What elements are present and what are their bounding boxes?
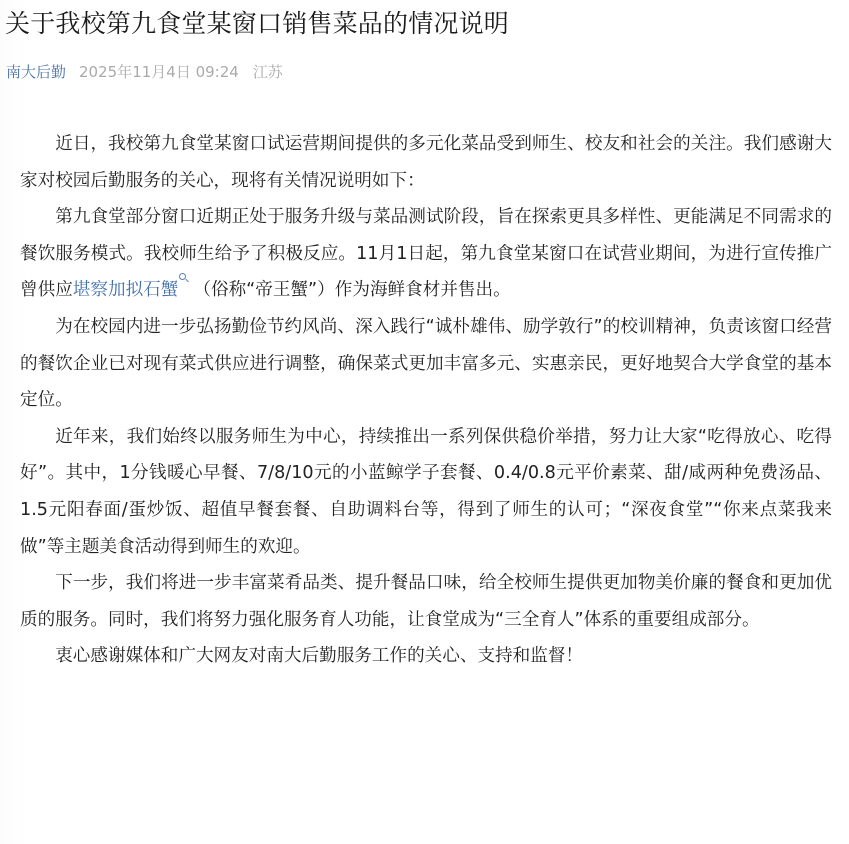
publish-location: 江苏: [252, 63, 283, 81]
paragraph: 下一步，我们将进一步丰富菜肴品类、提升餐品口味，给全校师生提供更加物美价廉的餐食和更加优质的服务。同时，我们将努力强化服务育人功能，让食堂成为“三全育人”体系的重要组成部分。: [20, 573, 832, 630]
search-icon[interactable]: [179, 273, 189, 283]
paragraph: 衷心感谢媒体和广大网友对南大后勤服务工作的关心、支持和监督！: [55, 646, 584, 667]
publish-datetime: 2025年11月4日 09:24: [79, 63, 239, 81]
paragraph: 近日，我校第九食堂某窗口试运营期间提供的多元化菜品受到师生、校友和社会的关注。我们感谢大家对校园后勤服务的关心，现将有关情况说明如下：: [20, 134, 832, 191]
paragraph-text: （俗称“帝王蟹”）作为海鲜食材并售出。: [193, 280, 511, 301]
paragraph: 近年来，我们始终以服务师生为中心，持续推出一系列保供稳价举措，努力让大家“吃得放心、吃得好”。其中，1分钱暖心早餐、7/8/10元的小蓝鲸学子套餐、0.4/0.8元平价素菜、甜/咸两种免费汤品、1.5元阳春面/蛋炒饭、超值早餐套餐、自助调料台等，得到了师生的认可；“深夜食堂”“你来点菜我来做”等主题美食活动得到师生的欢迎。: [20, 426, 832, 557]
article-meta: [6, 60, 283, 84]
author-link[interactable]: 南大后勤: [6, 63, 67, 81]
paragraph-with-link: [20, 199, 832, 309]
paragraph: 为在校园内进一步弘扬勤俭节约风尚、深入践行“诚朴雄伟、励学敦行”的校训精神，负责该窗口经营的餐饮企业已对现有菜式供应进行调整，确保菜式更加丰富多元、实惠亲民，更好地契合大学食堂的基本定位。: [20, 316, 832, 411]
article-body: [20, 126, 832, 675]
article-title: 关于我校第九食堂某窗口销售菜品的情况说明: [5, 9, 510, 38]
paragraph-text: 第九食堂部分窗口近期正处于服务升级与菜品测试阶段，旨在探索更具多样性、更能满足不同需求的餐饮服务模式。我校师生给予了积极反应。11月1日起，第九食堂某窗口在试营业期间，为进行宣传推广曾供应: [20, 207, 832, 301]
crab-search-link[interactable]: 堪察加拟石蟹: [72, 280, 179, 301]
